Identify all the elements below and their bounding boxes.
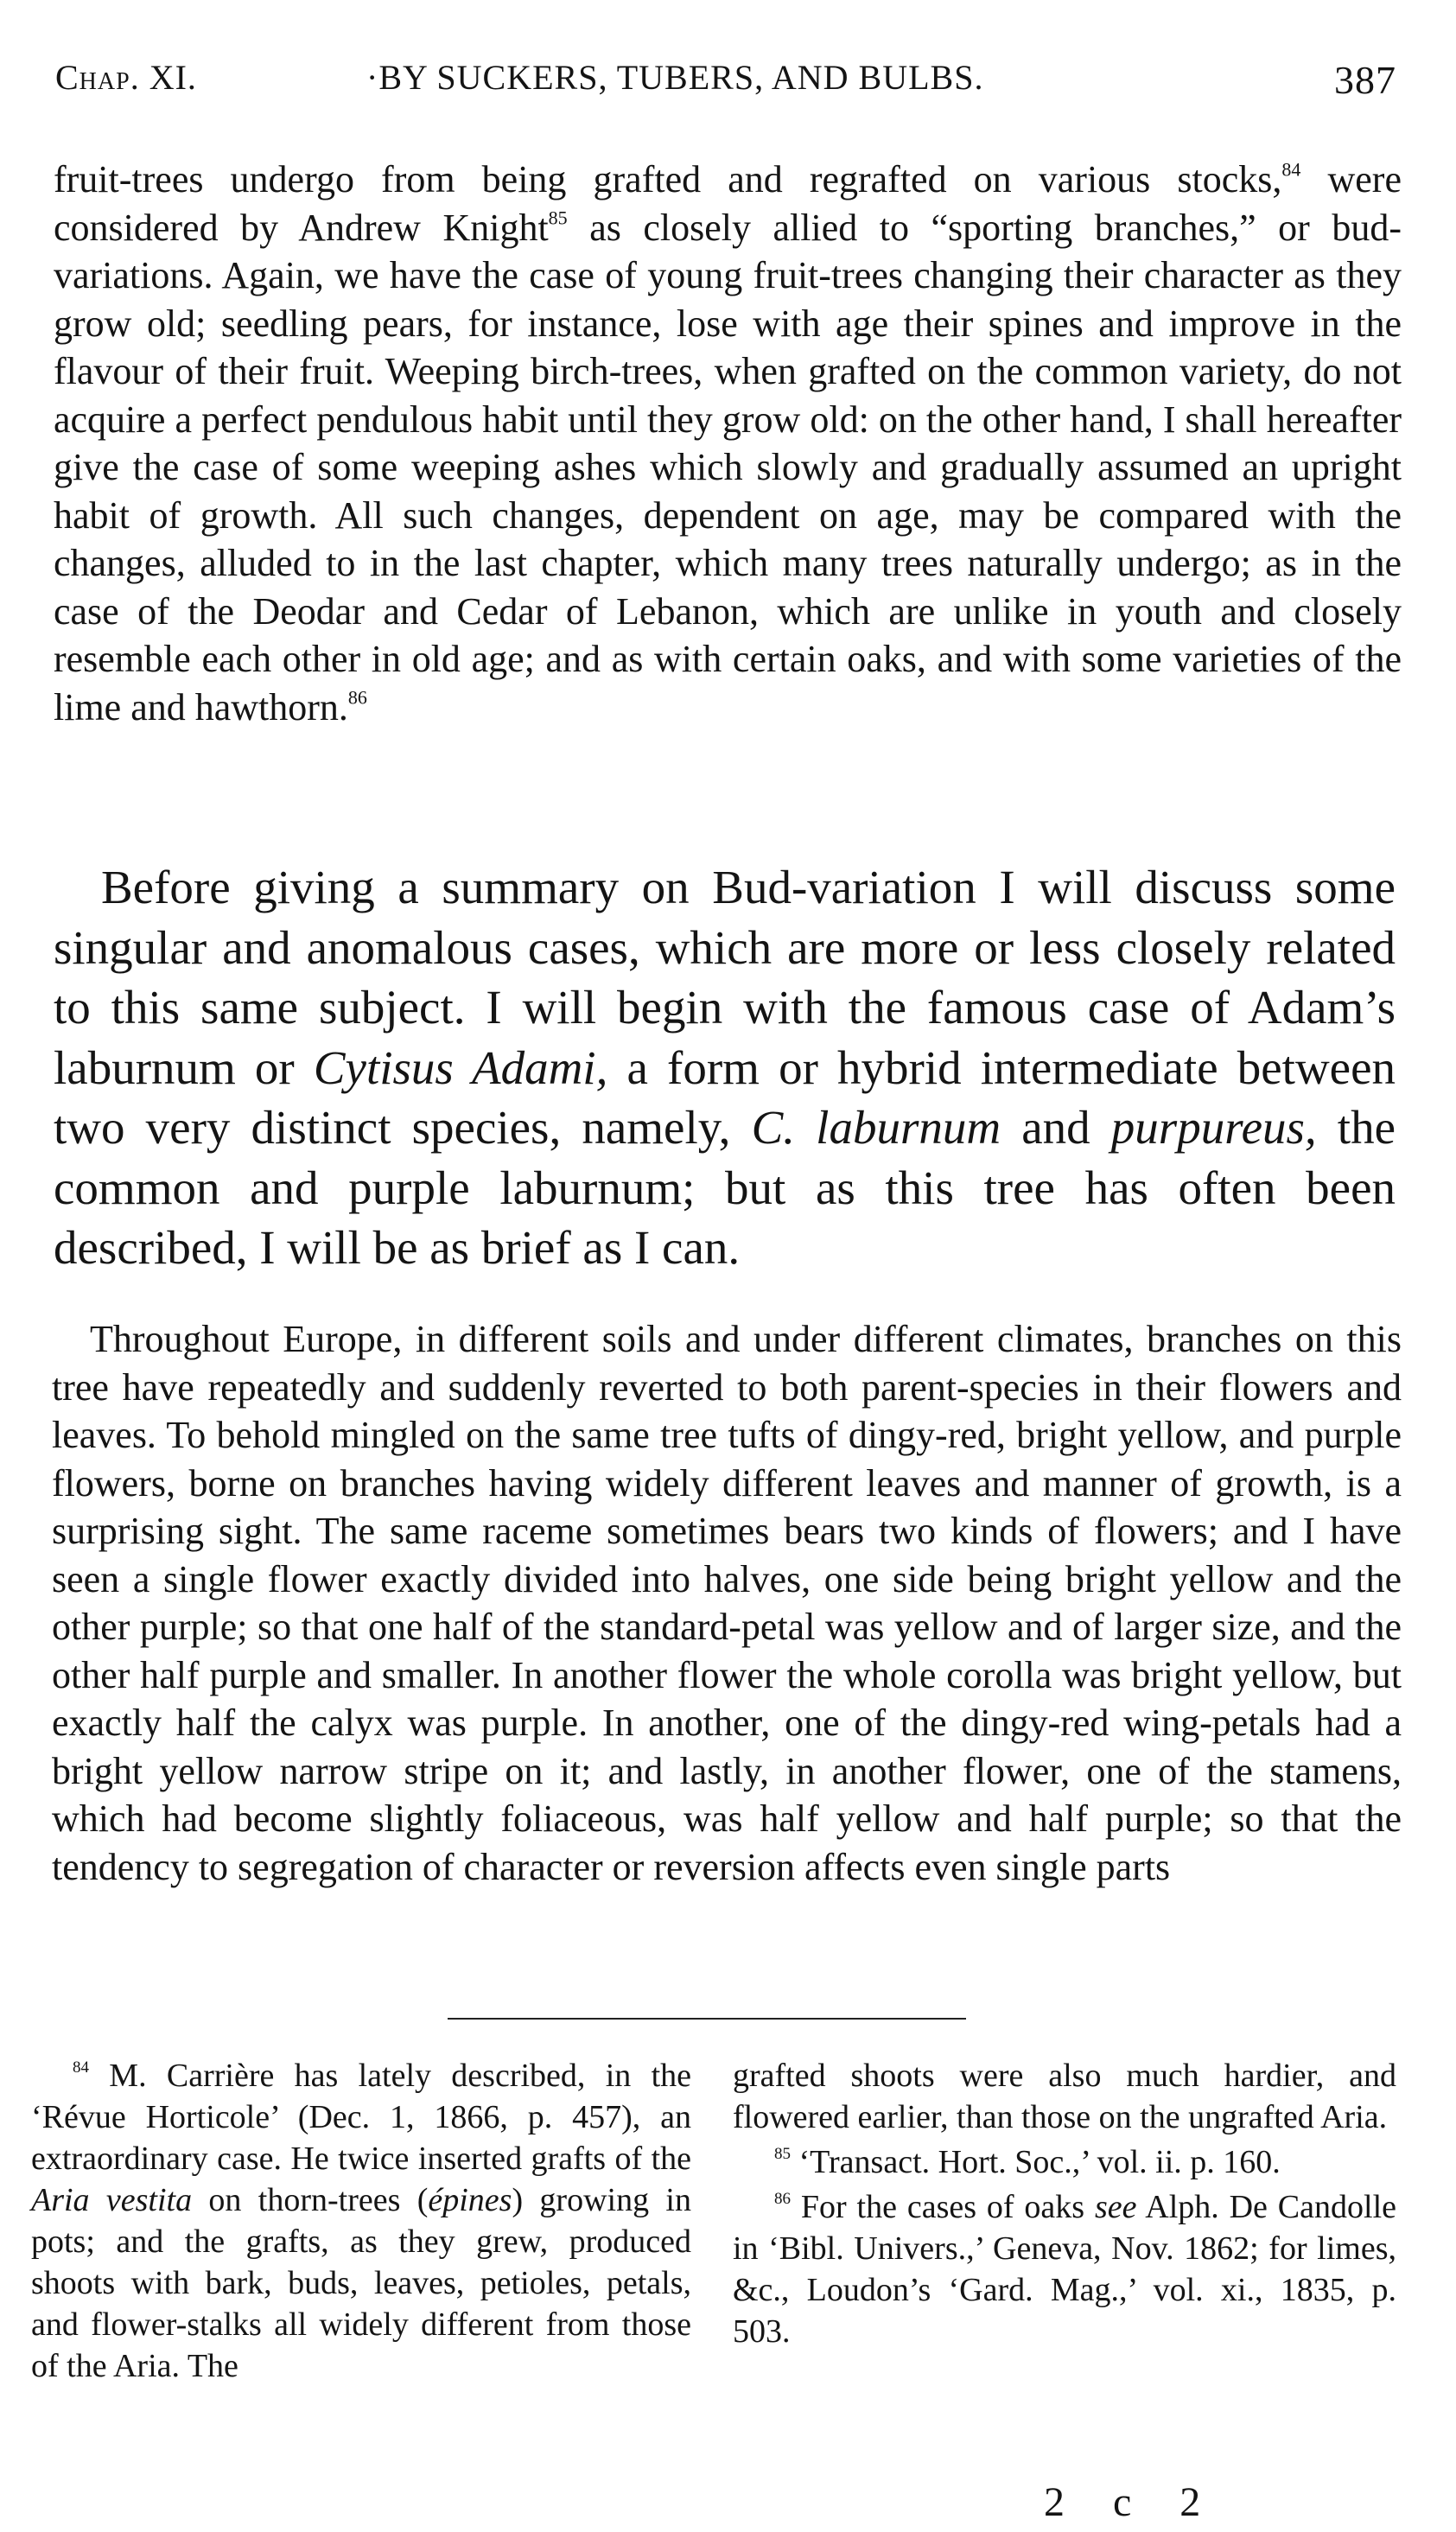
chapter-label: Chap. XI. xyxy=(55,58,197,97)
species-name: Aria vestita xyxy=(31,2182,193,2218)
footnote-divider xyxy=(448,2018,966,2020)
footnote-number: 84 xyxy=(73,2058,89,2077)
text-run: on thorn-trees ( xyxy=(192,2182,429,2218)
footnote-ref-85[interactable]: 85 xyxy=(548,206,568,228)
footnote-85 xyxy=(733,2141,1396,2183)
text-run: For the cases of oaks xyxy=(791,2189,1095,2225)
text-run: Alph. De Candolle in ‘Bibl. Univers.,’ Geneva, Nov. 1862; for limes, &c., Loudon’s ‘Gard. Mag.,’ vol. xi., 1835, p. 503. xyxy=(733,2189,1396,2350)
species-name: Cytisus Adami, xyxy=(313,1040,608,1094)
footnote-column-left xyxy=(31,2055,691,2387)
footnote-86 xyxy=(733,2186,1396,2352)
signature-mark: 2 c 2 xyxy=(1044,2479,1220,2525)
paragraph-1 xyxy=(54,156,1402,731)
footnote-number: 86 xyxy=(774,2189,791,2208)
text-run: the common and purple laburnum; but as this tree has often been described, I will be as brief as I can. xyxy=(54,1101,1396,1274)
running-head xyxy=(55,57,1396,109)
italic-term: see xyxy=(1094,2189,1137,2225)
footnote-ref-84[interactable]: 84 xyxy=(1281,158,1301,181)
footnote-number: 85 xyxy=(774,2144,791,2163)
footnotes xyxy=(31,2055,1396,2461)
footnote-column-right xyxy=(733,2055,1396,2352)
text-run: a form or hybrid intermediate between two very distinct species, namely, xyxy=(54,1040,1396,1154)
text-run: fruit-trees undergo from being grafted and regrafted on various stocks, xyxy=(54,158,1282,200)
text-run: as closely allied to “sporting branches,” or bud-variations. Again, we have the case of young fruit-trees changing their character as they grow old; seedling pears, for instance, lose with age their spines and improve in the flavour of their fruit. Weeping birch-trees, when grafted on the common variety, do not acquire a perfect pendulous habit until they grow old: on the other hand, I shall hereafter give the case of some weeping ashes which slowly and gradually assumed an upright habit of growth. All such changes, dependent on age, may be compared with the changes, alluded to in the last chapter, which many trees naturally undergo; as in the case of the Deodar and Cedar of Lebanon, which are unlike in youth and closely resemble each other in old age; and as with certain oaks, and with some varieties of the lime and hawthorn. xyxy=(54,206,1402,728)
paragraph-3: Throughout Europe, in different soils and under different climates, branches on this tree have repeatedly and suddenly reverted to both parent-species in their flowers and leaves. To behold mingled on the same tree tufts of dingy-red, bright yellow, and purple flowers, borne on branches having widely different leaves and manner of growth, is a surprising sight. The same raceme sometimes bears two kinds of flowers; and I have seen a single flower exactly divided into halves, one side being bright yellow and the other purple; so that one half of the standard-petal was yellow and of larger size, and the other half purple and smaller. In another flower the whole corolla was bright yellow, but exactly half the calyx was purple. In another, one of the dingy-red wing-petals had a bright yellow narrow stripe on it; and lastly, in another flower, one of the stamens, which had become slightly foliaceous, was half yellow and half purple; so that the tendency to segregation of character or reversion affects even single parts xyxy=(52,1318,1402,1888)
text-run: were considered by Andrew Knight xyxy=(54,158,1402,249)
page-number: 387 xyxy=(1334,58,1396,102)
footnote-84-continued: grafted shoots were also much hardier, and flowered earlier, than those on the ungrafted Aria. xyxy=(733,2058,1396,2135)
paragraph-2-large xyxy=(54,857,1396,1278)
text-run: M. Carrière has lately described, in the ‘Révue Horticole’ (Dec. 1, 1866, p. 457), an extraordinary case. He twice inserted grafts of the xyxy=(31,2058,691,2177)
text-run: Before giving a summary on Bud-variation I will discuss some singular and anomalous cases, which are more or less closely related to this same subject. I will begin with the famous case of Adam’s laburnum or xyxy=(54,861,1396,1094)
italic-term: épines xyxy=(428,2182,512,2218)
footnote-ref-86[interactable]: 86 xyxy=(347,685,367,708)
text-run: and xyxy=(1001,1101,1111,1154)
species-name: purpureus, xyxy=(1110,1101,1317,1154)
species-name: C. laburnum xyxy=(751,1101,1001,1154)
footnote-84 xyxy=(31,2055,691,2387)
text-run: ) growing in pots; and the grafts, as they grew, produced shoots with bark, buds, leaves, petioles, petals, and flower-stalks all widely different from those of the Aria. The xyxy=(31,2182,691,2384)
running-title: ·BY SUCKERS, TUBERS, AND BULBS. xyxy=(366,58,984,97)
text-run: ‘Transact. Hort. Soc.,’ vol. ii. p. 160. xyxy=(791,2144,1281,2180)
